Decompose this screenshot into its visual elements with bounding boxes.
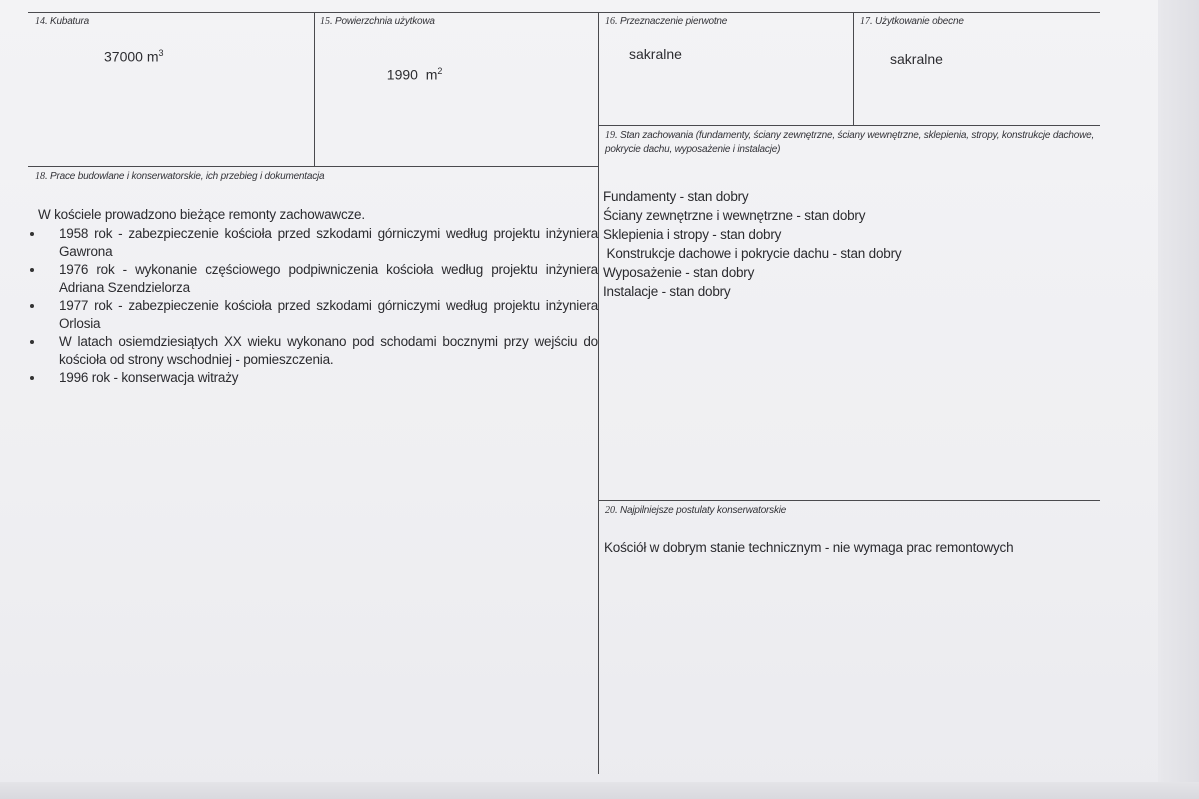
condition-item: Ściany zewnętrzne i wewnętrzne - stan dobry (603, 208, 866, 223)
works-list (28, 225, 598, 387)
condition-item: Instalacje - stan dobry (603, 284, 731, 299)
page-edge-right (1158, 0, 1199, 799)
works-list-item (28, 369, 598, 387)
divider-main-column (598, 12, 599, 774)
field-16-label (605, 16, 727, 27)
field-18-number: 18. (35, 171, 48, 182)
works-item-text: W latach osiemdziesiątych XX wieku wykonano pod schodami bocznymi przy wejściu do kościoła od strony wschodniej - pomieszczenia. (59, 334, 598, 367)
works-intro: W kościele prowadzono bieżące remonty zachowawcze. (38, 207, 365, 222)
powierzchnia-number: 1990 m (386, 66, 438, 83)
page-edge-bottom (0, 782, 1199, 799)
works-item-text: 1976 rok - wykonanie częściowego podpiwniczenia kościoła według projektu inżyniera Adriana Szendzielorza (59, 262, 598, 295)
uzytkowanie-value: sakralne (890, 51, 943, 67)
divider-left-row1 (28, 166, 598, 167)
field-18-title: Prace budowlane i konserwatorskie, ich przebieg i dokumentacja (50, 171, 325, 182)
przeznaczenie-value: sakralne (629, 46, 682, 62)
works-item-text: 1977 rok - zabezpieczenie kościoła przed szkodami górniczymi według projektu inżyniera Orlosia (59, 298, 598, 331)
field-15-label (320, 16, 435, 27)
bullet-icon (30, 376, 34, 380)
field-16-number: 16. (605, 16, 618, 27)
bullet-icon (30, 304, 34, 308)
condition-item: Konstrukcje dachowe i pokrycie dachu - stan dobry (603, 246, 902, 261)
field-20-number: 20. (605, 505, 618, 516)
field-17-title: Użytkowanie obecne (875, 16, 964, 27)
field-14-number: 14. (35, 16, 48, 27)
field-19-title: Stan zachowania (fundamenty, ściany zewnętrzne, ściany wewnętrzne, sklepienia, stropy, konstrukcje dachowe, pokrycie dachu, wyposażenie i instalacje) (605, 130, 1095, 155)
works-list-item (28, 333, 598, 369)
condition-item: Fundamenty - stan dobry (603, 189, 749, 204)
field-14-label (35, 16, 89, 27)
divider-14-15 (314, 12, 315, 167)
field-19-label (605, 129, 1095, 157)
divider-19-20 (598, 500, 1100, 501)
bullet-icon (30, 232, 34, 236)
bullet-icon (30, 340, 34, 344)
condition-list (603, 187, 901, 301)
condition-item: Sklepienia i stropy - stan dobry (603, 227, 782, 242)
field-20-title: Najpilniejsze postulaty konserwatorskie (620, 505, 787, 516)
works-item-text: 1996 rok - konserwacja witraży (59, 370, 239, 385)
condition-item: Wyposażenie - stan dobry (603, 265, 755, 280)
field-15-title: Powierzchnia użytkowa (335, 16, 435, 27)
postulate-value: Kościół w dobrym stanie technicznym - nie wymaga prac remontowych (604, 540, 1014, 555)
powierzchnia-unit-exponent: 2 (437, 66, 443, 76)
divider-right-row1 (598, 125, 1100, 126)
field-17-label (860, 16, 964, 27)
powierzchnia-value (379, 50, 442, 83)
field-17-number: 17. (860, 16, 873, 27)
field-18-label (35, 171, 324, 182)
field-15-number: 15. (320, 16, 333, 27)
bullet-icon (30, 268, 34, 272)
divider-16-17 (853, 12, 854, 125)
kubatura-unit-exponent: 3 (158, 48, 164, 58)
field-16-title: Przeznaczenie pierwotne (620, 16, 728, 27)
works-list-item (28, 297, 598, 333)
works-list-item (28, 225, 598, 261)
kubatura-number: 37000 m (104, 48, 159, 65)
field-14-title: Kubatura (50, 16, 89, 27)
field-20-label (605, 505, 786, 516)
works-item-text: 1958 rok - zabezpieczenie kościoła przed szkodami górniczymi według projektu inżyniera Gawrona (59, 226, 598, 259)
kubatura-value (104, 48, 164, 65)
works-list-item (28, 261, 598, 297)
field-19-number: 19. (605, 130, 618, 141)
top-border-line (28, 12, 1100, 13)
